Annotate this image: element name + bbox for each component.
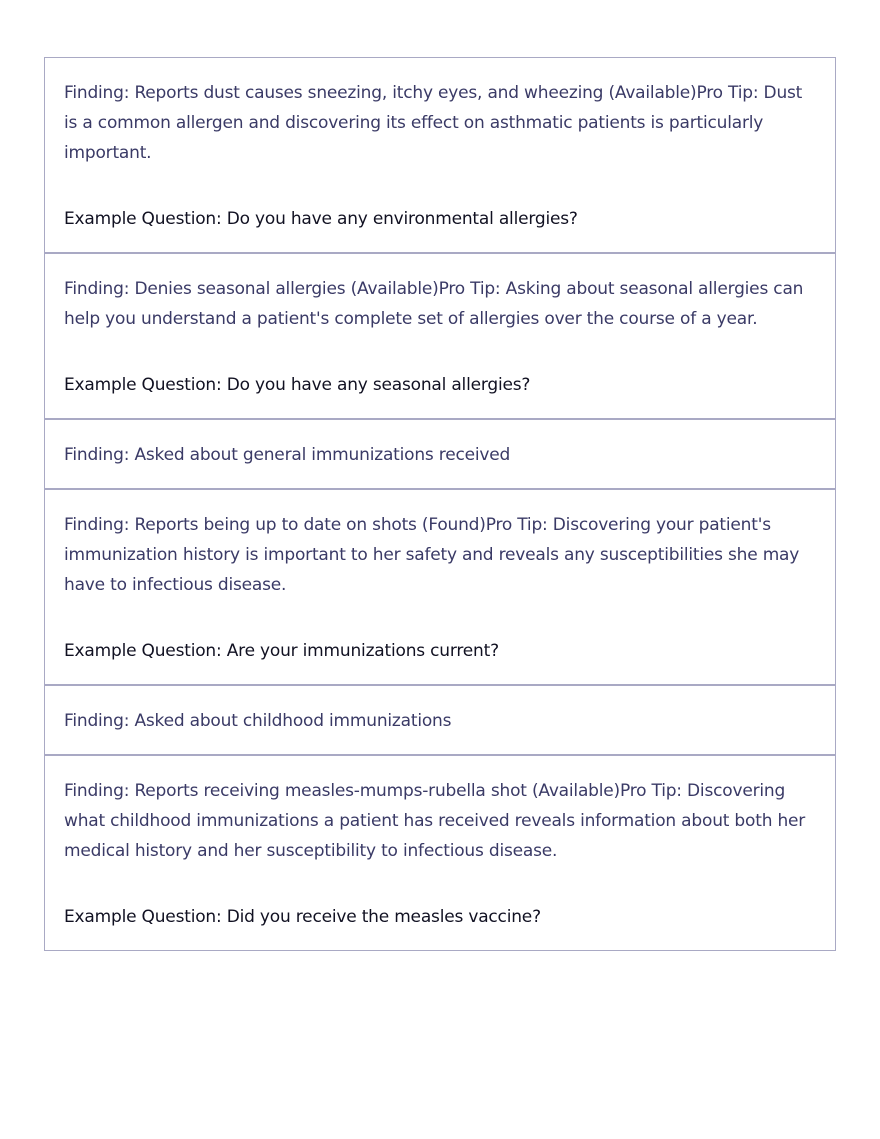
finding-text: Finding: Reports receiving measles-mumps-rubella shot (Available)Pro Tip: Discovering what childhood immunizations a patient has received reveals information about both her medical history and her susceptibility to infectious disease. (64, 781, 806, 861)
finding-row-shots-up-to-date (45, 488, 835, 684)
example-question: Example Question: Are your immunizations current? (64, 641, 499, 661)
finding-text: Finding: Asked about childhood immunizations (64, 711, 452, 731)
example-question: Example Question: Do you have any environmental allergies? (64, 209, 578, 229)
findings-table (44, 57, 836, 951)
finding-row-dust-allergy (45, 58, 835, 252)
finding-text: Finding: Reports being up to date on shots (Found)Pro Tip: Discovering your patient's immunization history is important to her safety and reveals any susceptibilities she may have to infectious disease. (64, 515, 800, 595)
finding-row-general-immunizations (45, 418, 835, 488)
finding-row-seasonal-allergies (45, 252, 835, 418)
example-question: Example Question: Do you have any seasonal allergies? (64, 375, 531, 395)
example-question: Example Question: Did you receive the measles vaccine? (64, 907, 541, 927)
finding-text: Finding: Reports dust causes sneezing, itchy eyes, and wheezing (Available)Pro Tip: Dust is a common allergen and discovering its effect on asthmatic patients is particularly important. (64, 83, 803, 163)
finding-row-childhood-immunizations (45, 684, 835, 754)
finding-text: Finding: Denies seasonal allergies (Available)Pro Tip: Asking about seasonal allergies can help you understand a patient's complete set of allergies over the course of a year. (64, 279, 804, 329)
finding-row-mmr-shot (45, 754, 835, 950)
finding-text: Finding: Asked about general immunizations received (64, 445, 511, 465)
